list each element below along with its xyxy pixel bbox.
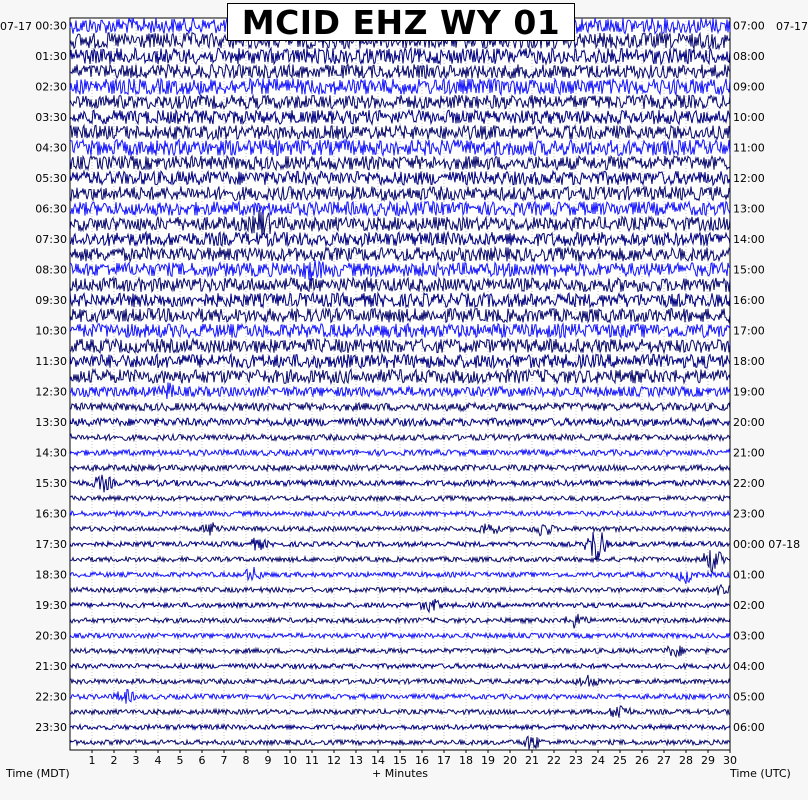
left-hour-label: 16:30 xyxy=(35,507,67,521)
x-tick-label: 27 xyxy=(657,754,671,767)
x-tick-label: 26 xyxy=(635,754,649,767)
x-tick-label: 9 xyxy=(264,754,272,767)
x-tick-label: 4 xyxy=(154,754,162,767)
x-tick-label: 18 xyxy=(459,754,473,767)
left-hour-label: 05:30 xyxy=(35,172,67,186)
left-hour-label: 20:30 xyxy=(35,629,67,643)
right-hour-label: 05:00 xyxy=(733,690,765,704)
x-tick-label: 5 xyxy=(176,754,184,767)
right-hour-label: 13:00 xyxy=(733,202,765,216)
x-tick-label: 7 xyxy=(220,754,228,767)
x-tick-label: 17 xyxy=(437,754,451,767)
left-hour-label: 11:30 xyxy=(35,355,67,369)
right-hour-label: 17:00 xyxy=(733,324,765,338)
right-hour-label: 21:00 xyxy=(733,446,765,460)
right-hour-label: 06:00 xyxy=(733,721,765,735)
right-hour-label: 03:00 xyxy=(733,629,765,643)
right-hour-label: 07:00 xyxy=(733,19,765,33)
x-tick-label: 16 xyxy=(415,754,429,767)
left-hour-label: 03:30 xyxy=(35,111,67,125)
right-hour-label: 22:00 xyxy=(733,477,765,491)
left-hour-label: 17:30 xyxy=(35,538,67,552)
right-hour-label: 12:00 xyxy=(733,172,765,186)
left-hour-label: 06:30 xyxy=(35,202,67,216)
left-hour-label: 00:30 xyxy=(35,19,67,33)
x-tick-label: 11 xyxy=(305,754,319,767)
x-tick-label: 28 xyxy=(679,754,693,767)
left-hour-label: 02:30 xyxy=(35,80,67,94)
left-hour-label: 10:30 xyxy=(35,324,67,338)
right-hour-label: 16:00 xyxy=(733,294,765,308)
x-tick-label: 25 xyxy=(613,754,627,767)
left-hour-label: 21:30 xyxy=(35,660,67,674)
left-hour-label: 09:30 xyxy=(35,294,67,308)
right-hour-label: 00:00 07-18 xyxy=(733,538,801,552)
right-hour-label: 04:00 xyxy=(733,660,765,674)
start-date-right: 07-17 xyxy=(776,20,808,33)
x-tick-label: 14 xyxy=(371,754,385,767)
start-date-left: 07-17 xyxy=(0,20,32,33)
right-hour-label: 01:00 xyxy=(733,568,765,582)
right-hour-label: 09:00 xyxy=(733,80,765,94)
left-hour-label: 01:30 xyxy=(35,50,67,64)
x-tick-label: 30 xyxy=(723,754,737,767)
left-hour-label: 14:30 xyxy=(35,446,67,460)
left-hour-label: 15:30 xyxy=(35,477,67,491)
right-hour-label: 11:00 xyxy=(733,141,765,155)
right-hour-label: 20:00 xyxy=(733,416,765,430)
x-tick-label: 2 xyxy=(110,754,118,767)
x-tick-label: 29 xyxy=(701,754,715,767)
right-hour-label: 08:00 xyxy=(733,50,765,64)
left-hour-label: 07:30 xyxy=(35,233,67,247)
right-hour-label: 19:00 xyxy=(733,385,765,399)
x-tick-label: 21 xyxy=(525,754,539,767)
right-hour-label: 15:00 xyxy=(733,263,765,277)
right-hour-label: 23:00 xyxy=(733,507,765,521)
x-tick-label: 12 xyxy=(327,754,341,767)
left-axis-label: Time (MDT) xyxy=(6,767,70,780)
left-hour-label: 19:30 xyxy=(35,599,67,613)
x-tick-label: 3 xyxy=(132,754,140,767)
left-hour-label: 23:30 xyxy=(35,721,67,735)
left-hour-label: 18:30 xyxy=(35,568,67,582)
left-hour-label: 13:30 xyxy=(35,416,67,430)
right-hour-label: 18:00 xyxy=(733,355,765,369)
x-tick-label: 19 xyxy=(481,754,495,767)
right-axis-label: Time (UTC) xyxy=(730,767,791,780)
right-hour-label: 02:00 xyxy=(733,599,765,613)
left-hour-label: 08:30 xyxy=(35,263,67,277)
x-tick-label: 24 xyxy=(591,754,605,767)
x-tick-label: 10 xyxy=(283,754,297,767)
x-tick-label: 13 xyxy=(349,754,363,767)
bottom-axis-label: + Minutes xyxy=(372,767,429,780)
x-tick-label: 8 xyxy=(242,754,250,767)
x-tick-label: 20 xyxy=(503,754,517,767)
x-tick-label: 6 xyxy=(198,754,206,767)
left-hour-label: 22:30 xyxy=(35,690,67,704)
x-tick-label: 1 xyxy=(88,754,96,767)
right-hour-label: 10:00 xyxy=(733,111,765,125)
left-hour-label: 12:30 xyxy=(35,385,67,399)
x-tick-label: 22 xyxy=(547,754,561,767)
chart-title: MCID EHZ WY 01 xyxy=(227,3,575,41)
left-hour-label: 04:30 xyxy=(35,141,67,155)
x-tick-label: 23 xyxy=(569,754,583,767)
x-tick-label: 15 xyxy=(393,754,407,767)
right-hour-label: 14:00 xyxy=(733,233,765,247)
